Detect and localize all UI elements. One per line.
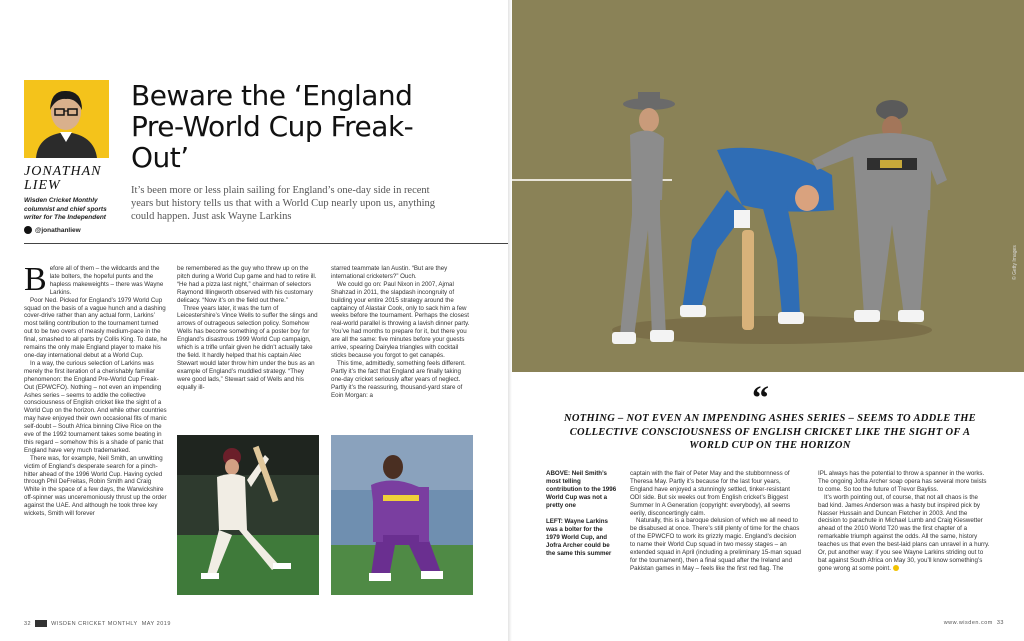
batsman-photo-image [177,435,319,595]
smiley-icon [893,565,899,571]
article-standfirst: It’s been more or less plain sailing for England’s one-day side in recent years but history tells us that with a World Cup nearly upon us, anything could happen. Just ask Wayne Larkins [131,185,436,222]
author-photo [24,80,109,158]
caption-left: LEFT: Wayne Larkins was a bolter for the 1979 World Cup, and Jofra Archer could be the same this summer [546,518,612,557]
body-column-2 [177,265,319,392]
paragraph: We could go on: Paul Nixon in 2007, Ajmal Shahzad in 2011, the slapdash incongruity of building your entire 2015 strategy around the captaincy of Alastair Cook, only to sack him a few weeks before the tournament. Perhaps the closest real-world parallel is throwing a lavish dinner party. You’ve had months to prepare for it, but there you are all the same: five minutes before your guests arrive, spearing Dairylea triangles with cocktail sticks because you forgot to get canapés. [331,280,470,359]
pull-quote: NOTHING – NOT EVEN AN IMPENDING ASHES SERIES – SEEMS TO ADDLE THE COLLECTIVE CONSCIOUSNESS OF ENGLISH CRICKET LIKE THE SIGHT OF A WORLD CUP ON THE HORIZON [564,413,976,451]
paragraph: captain with the flair of Peter May and the stubbornness of Theresa May. Partly it’s because for the last four years, England have enjoyed a stunningly settled, tinker-resistant ODI side. But six weeks out from English cricket’s Biggest Summer In A Generation (copyright: everybody), all seems eerily, disconcertingly calm. [630,470,791,517]
bowler-photo-image [331,435,473,595]
footer-right [944,620,1004,626]
body-column-1 [24,261,168,518]
photo-credit: © Getty Images [1012,245,1018,280]
paragraph: Naturally, this is a baroque delusion of which we all need to be disabused at once. There’s still plenty of time for the chaos of the EPWCFO to work its grizzly magic. England’s decision to name their World Cup squad in two messy stages – an extended squad in April (including a preliminary 15-man squad for the tournament), then a final squad after the Ireland and Pakistan games in May – feels like the first red flag. The [630,517,801,572]
photo-captions [546,470,618,566]
body-column-4 [630,470,802,573]
paragraph: starred teammate Ian Austin. “But are they international cricketers?” Ouch. [331,265,448,280]
author-bio: Wisden Cricket Monthly columnist and chief sports writer for The Independent [24,197,107,221]
caption-above: ABOVE: Neil Smith’s most telling contribution to the 1996 World Cup was not a pretty one [546,470,617,509]
page-number-right: 33 [996,620,1004,626]
paragraph: be remembered as the guy who threw up on the pitch during a World Cup game and had to retire ill. “He had a pizza last night,” chairman of selectors Raymond Illingworth observed with his customary delicacy. “Now it’s on the field out there.” [177,265,317,304]
quote-icon: “ [752,380,769,417]
author-portrait-image [24,80,109,158]
footer-left [24,620,171,627]
paragraph: There was, for example, Neil Smith, an unwitting victim of England’s desperate search for a pinch-hitter ahead of the 1996 World Cup. Having cycled through Phil DeFreitas, Robin Smith and Craig White in the space of a few days, the Warwickshire off-spinner was unceremoniously thrust up the order against the UAE. And although he took three key wickets, Smith will forever [24,454,167,518]
body-column-3 [331,265,473,399]
photo-jofra-archer [331,435,473,595]
page-number-left: 32 [24,620,32,627]
paragraph: Three years later, it was the turn of Leicestershire’s Vince Wells to suffer the slings and arrows of outrageous selection policy. Somehow Wells has become something of a poster boy for England’s disastrous 1999 World Cup campaign, which is a trifle unfair given he didn’t actually take the field. It hardly helped that his captain Alec Stewart would later throw him under the bus as an example of England’s muddled strategy. “They were good lads,” Stewart said of Wells and his equally ill- [177,304,318,391]
paragraph: efore all of them – the wildcards and the late bolters, the hopeful punts and the hapless makeweights – there was Wayne Larkins. [49,265,164,296]
paragraph: IPL always has the potential to throw a spanner in the works. The ongoing Jofra Archer soap opera has several more twists to come. So too the future of Trevor Bayliss. [818,470,987,493]
drop-cap: B [24,261,47,298]
main-photo-image [512,0,1024,372]
paragraph [818,494,990,573]
divider-rule [24,243,508,244]
author-name: JONATHAN LIEW [24,164,102,193]
photo-wayne-larkins [177,435,319,595]
paragraph-text: It’s worth pointing out, of course, that not all chaos is the bad kind. James Anderson was a hasty but inspired pick by Nasser Hussain and Duncan Fletcher in 2003. And the decision to parachute in Michael Lumb and Craig Kieswetter ahead of the 2010 World T20 was the first chapter of a remarkable triumph against the odds. All the same, history teaches us that even the best-laid plans can unravel in a hurry. Or, put another way: if you see Wayne Larkins striding out to bat against South Africa on May 30, you’ll know something’s gone wrong at some point. [818,493,990,572]
paragraph: This time, admittedly, something feels different. Partly it’s the fact that England are finally taking one-day cricket seriously after years of neglect. Partly it’s the reassuring, thousand-yard stare of Eoin Morgan: a [331,359,466,399]
twitter-handle[interactable]: @jonathanliew [35,226,81,234]
article-headline: Beware the ‘England Pre-World Cup Freak-Out’ [131,79,414,174]
photo-neil-smith [512,0,1024,372]
paragraph: Poor Ned. Picked for England’s 1979 World Cup squad on the basis of a vague hunch and a dashing cover-drive rather than any actual form, Larkins’ most telling contribution to the tournament turned out to be two overs of measly medium-pace in the final, smashed to all parts by Collis King. To date, he remains the only male England player to make his one-day international debut at a World Cup. [24,296,168,359]
wisden-logo-icon [35,620,47,627]
body-column-5 [818,470,990,573]
author-twitter[interactable] [24,226,81,234]
issue-date: MAY 2019 [141,620,171,627]
website-url[interactable]: www.wisden.com [943,620,993,626]
twitter-icon [24,226,32,234]
magazine-name: WISDEN CRICKET MONTHLY [51,620,138,627]
paragraph: In a way, the curious selection of Larkins was merely the first iteration of a cherishably familiar phenomenon: the England Pre-World Cup Freak-Out (EPWCFO). Nothing – not even an impending Ashes series – seems to addle the collective consciousness of English cricket like the sight of a World Cup on the horizon. And while other countries may have enjoyed their own occasional fits of manic self-doubt – South Africa binning Clive Rice on the eve of the 1992 tournament takes some beating in this regard – somehow this is a shade of panic that England have very much trademarked. [24,359,167,454]
